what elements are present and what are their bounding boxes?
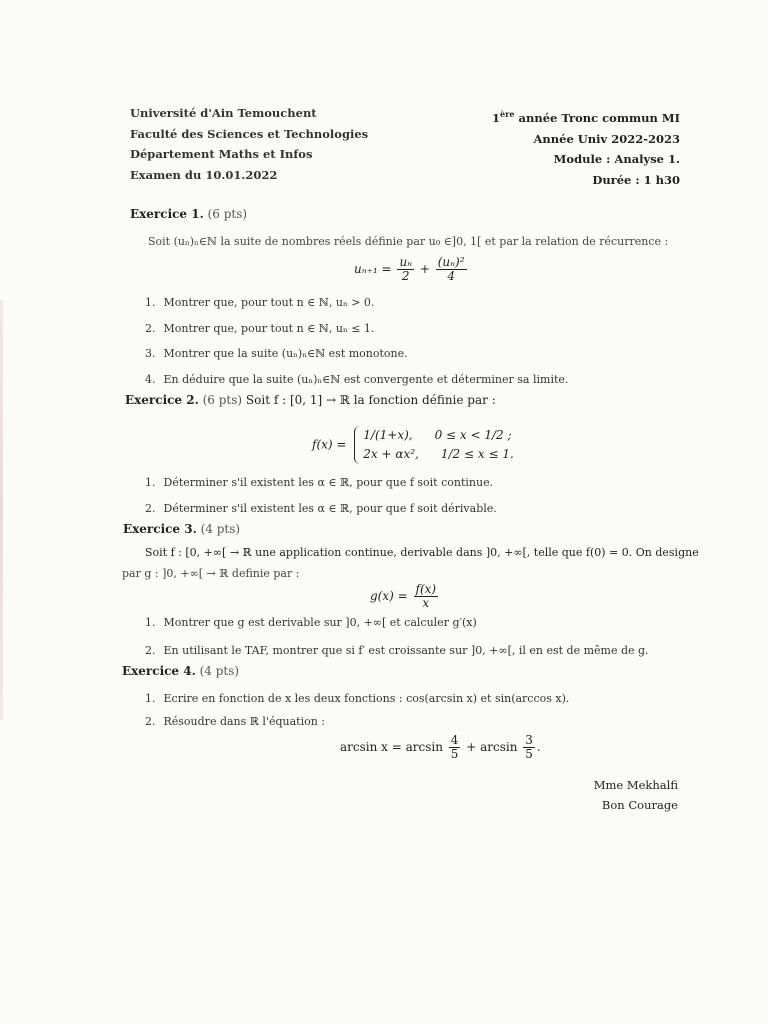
exercise-1-question: 1. Montrer que, pour tout n ∈ ℕ, uₙ > 0.: [145, 296, 375, 309]
header-right: [430, 108, 680, 190]
module-name: Module : Analyse 1.: [553, 152, 680, 166]
exam-duration: Durée : 1 h30: [592, 172, 680, 187]
closing-text: Bon Courage: [601, 798, 678, 812]
exercise-1-intro: Soit (uₙ)ₙ∈ℕ la suite de nombres réels définie par u₀ ∈]0, 1[ et par la relation de récurrence :: [148, 235, 669, 248]
g-definition: g(x) = $\frac{f(x)}{x}$: [370, 582, 437, 610]
exercise-1-title: Exercice 1. (6 pts): [130, 207, 248, 221]
header-left: [130, 103, 368, 185]
exercise-3-intro-line1: Soit f : [0, +∞[ → ℝ une application continue, derivable dans ]0, +∞[, telle que f(0) = 0. On designe: [145, 546, 699, 559]
faculty-name: Faculté des Sciences et Technologies: [130, 126, 369, 141]
exercise-4-question: 2. Résoudre dans ℝ l'équation :: [145, 715, 325, 728]
exercise-4-question: 1. Ecrire en fonction de x les deux fonctions : cos(arcsin x) et sin(arccos x).: [145, 692, 570, 705]
exercise-3-question: 1. Montrer que g est derivable sur ]0, +∞[ et calculer g′(x): [145, 616, 477, 629]
exercise-3-question: 2. En utilisant le TAF, montrer que si f′ est croissante sur ]0, +∞[, il en est de même de g.: [145, 644, 649, 657]
university-name: Université d'Ain Temouchent: [130, 106, 317, 120]
exercise-1-question: 3. Montrer que la suite (uₙ)ₙ∈ℕ est monotone.: [145, 347, 408, 360]
academic-year: Année Univ 2022-2023: [533, 131, 680, 146]
exercise-2-title: Exercice 2. (6 pts) Soit f : [0, 1] → ℝ la fonction définie par :: [125, 393, 496, 407]
exercise-1-question: 4. En déduire que la suite (uₙ)ₙ∈ℕ est convergente et déterminer sa limite.: [145, 373, 569, 386]
year-level: 1ère année Tronc commun MI: [492, 109, 680, 125]
exercise-2-question: 1. Déterminer s'il existent les α ∈ ℝ, pour que f soit continue.: [145, 476, 494, 489]
department-name: Département Maths et Infos: [130, 147, 313, 161]
exercise-3-intro-line2: par g : ]0, +∞[ → ℝ definie par :: [122, 567, 300, 580]
scan-edge-mark: [0, 300, 3, 720]
exercise-2-question: 2. Déterminer s'il existent les α ∈ ℝ, pour que f soit dérivable.: [145, 502, 497, 515]
exam-date: Examen du 10.01.2022: [130, 167, 278, 182]
recurrence-formula: uₙ₊₁ = $\frac{\text{uₙ}}{2}$ + $\frac{\text{(uₙ)²}}{4}$: [354, 255, 465, 283]
piecewise-cases: 1/(1+x), 0 ≤ x < 1/2 ; 2x + αx², 1/2 ≤ x ≤ 1.: [354, 426, 514, 464]
piecewise-function: f(x) = 1/(1+x), 0 ≤ x < 1/2 ; 2x + αx², 1/2 ≤ x ≤ 1.: [312, 426, 514, 464]
exercise-4-title: Exercice 4. (4 pts): [122, 664, 240, 678]
teacher-name: Mme Mekhalfi: [593, 778, 678, 792]
exercise-3-title: Exercice 3. (4 pts): [123, 522, 241, 536]
signature-block: [594, 778, 678, 812]
arcsin-equation: arcsin x = arcsin $\frac{4}{5}$ + arcsin $\frac{3}{5}$ .: [340, 733, 541, 761]
exercise-1-question: 2. Montrer que, pour tout n ∈ ℕ, uₙ ≤ 1.: [145, 322, 375, 335]
exercise-2-intro: Soit f : [0, 1] → ℝ la fonction définie par :: [245, 393, 496, 407]
